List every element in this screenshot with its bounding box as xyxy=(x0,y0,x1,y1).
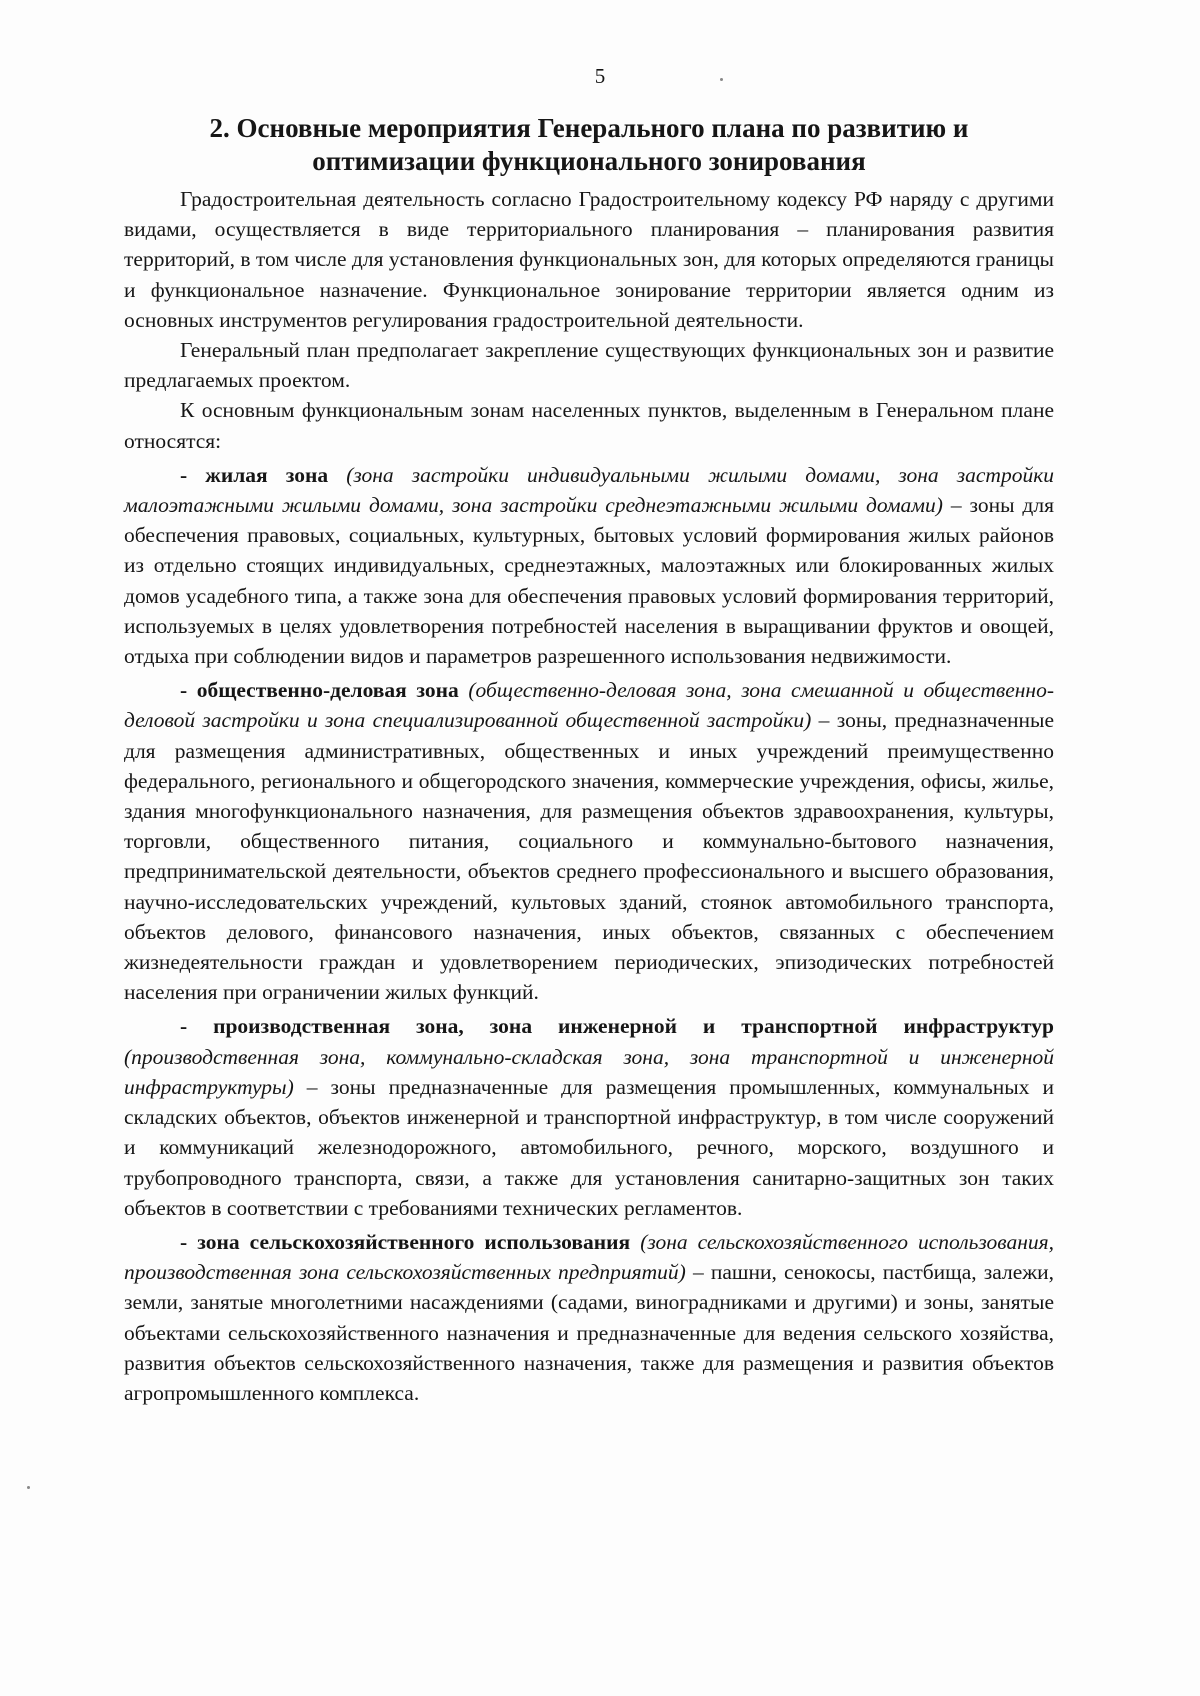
zone-description: – пашни, сенокосы, пастбища, залежи, земли, занятые многолетними насаждениями (садами, виноградниками и другими) и зоны, занятые объектами сельскохозяйственного назначения и предназначенные для ведения сельского хозяйства, развития объектов сельскохозяйственного назначения, также для размещения и развития объектов агропромышленного комплекса. xyxy=(124,1260,1055,1405)
zone-subtypes: (производственная зона, коммунально-складская зона, зона транспортной и инженерной инфраструктуры) xyxy=(124,1044,1054,1099)
document-body xyxy=(124,112,1054,1408)
zone-title: - общественно-деловая зона xyxy=(180,678,459,703)
paragraph-general-plan: Генеральный план предполагает закрепление существующих функциональных зон и развитие предлагаемых проектом. xyxy=(124,338,1054,393)
paragraph-zones-intro: К основным функциональным зонам населенных пунктов, выделенным в Генеральном плане относятся: xyxy=(124,398,1054,453)
zone-public-business xyxy=(124,675,1054,1007)
zone-residential xyxy=(124,460,1054,671)
zone-description: – зоны для обеспечения правовых, социальных, культурных, бытовых условий формирования жилых районов из отдельно стоящих индивидуальных, среднеэтажных, малоэтажных или блокированных жилых домов усадебного типа, а также зона для обеспечения правовых условий формирования территорий, используемых в целях удовлетворения потребностей населения в выращивании фруктов и овощей, отдыха при соблюдении видов и параметров разрешенного использования недвижимости. xyxy=(124,493,1054,669)
zone-subtypes: (зона сельскохозяйственного использования, производственная зона сельскохозяйственных предприятий) xyxy=(124,1229,1055,1285)
scan-speck xyxy=(27,1486,30,1489)
zone-description: – зоны, предназначенные для размещения административных, общественных и иных учреждений преимущественно федерального, регионального и общегородского значения, коммерческие учреждения, офисы, жилье, здания многофункционального назначения, для размещения объектов здравоохранения, культуры, торговли, общественного питания, социального и коммунально-бытового назначения, предпринимательской деятельности, объектов среднего профессионального и высшего образования, научно-исследовательских учреждений, культовых зданий, стоянок автомобильного транспорта, объектов делового, финансового назначения, иных объектов, связанных с обеспечением жизнедеятельности граждан и удовлетворением периодических, эпизодических потребностей населения при ограничении жилых функций. xyxy=(124,708,1055,1005)
paragraph-intro: Градостроительная деятельность согласно Градостроительному кодексу РФ наряду с другими видами, осуществляется в виде территориального планирования – планирования развития территорий, в том числе для установления функциональных зон, для которых определяются границы и функциональное назначение. Функциональное зонирование территории является одним из основных инструментов регулирования градостроительной деятельности. xyxy=(124,187,1054,332)
scan-speck xyxy=(720,78,723,81)
section-heading-line-2: оптимизации функционального зонирования xyxy=(312,146,866,176)
zone-subtypes: (общественно-деловая зона, зона смешанной и общественно-деловой застройки и зона специализированной общественной застройки) xyxy=(124,678,1054,733)
zone-industrial-infrastructure xyxy=(124,1011,1054,1222)
page-number: 5 xyxy=(594,64,606,88)
zone-description: – зоны предназначенные для размещения промышленных, коммунальных и складских объектов, объектов инженерной и транспортной инфраструктур, в том числе сооружений и коммуникаций железнодорожного, автомобильного, речного, морского, воздушного и трубопроводного транспорта, связи, а также для установления санитарно-защитных зон таких объектов в соответствии с требованиями технических регламентов. xyxy=(124,1074,1054,1220)
zone-title: - производственная зона, зона инженерной и транспортной инфраструктур xyxy=(180,1014,1054,1039)
section-heading-line-1: 2. Основные мероприятия Генерального плана по развитию и xyxy=(209,113,969,143)
zone-title: - зона сельскохозяйственного использования xyxy=(180,1229,631,1254)
zone-subtypes: (зона застройки индивидуальными жилыми домами, зона застройки малоэтажными жилыми домами, зона застройки среднеэтажными жилыми домами) xyxy=(124,462,1054,518)
zone-title: - жилая зона xyxy=(180,462,329,487)
zone-agricultural xyxy=(124,1227,1054,1408)
section-heading xyxy=(124,112,1054,178)
